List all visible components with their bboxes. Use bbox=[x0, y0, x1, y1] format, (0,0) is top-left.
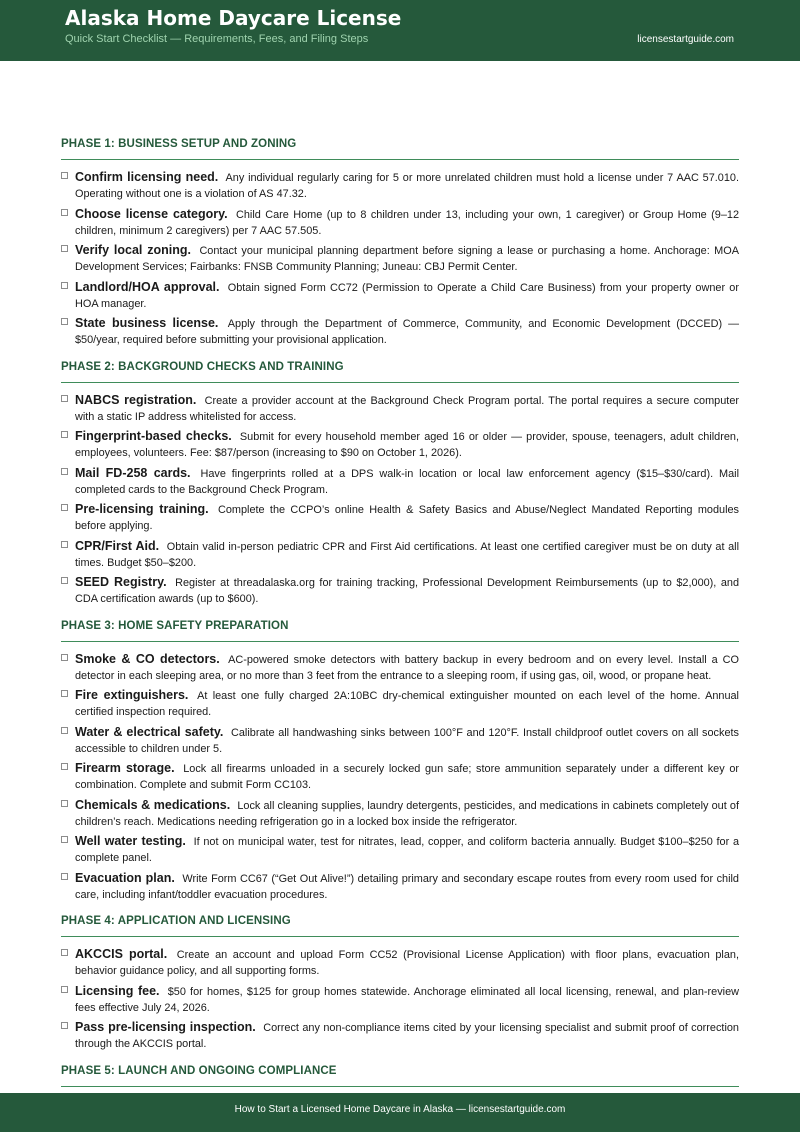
footer-text: How to Start a Licensed Home Daycare in Alaska — licensestartguide.com bbox=[234, 1104, 566, 1115]
checklist-item bbox=[61, 538, 739, 571]
checklist-item bbox=[61, 760, 739, 793]
checkbox-icon[interactable] bbox=[61, 727, 68, 734]
item-label: Firearm storage. bbox=[75, 761, 175, 775]
item-text: Create an account and upload Form CC52 (Provisional License Application) with floor plans, evacuation plan, behavior guidance policy, and all supporting forms. bbox=[75, 949, 739, 977]
checklist-item bbox=[61, 428, 739, 461]
phase-spacer bbox=[61, 352, 739, 361]
item-text: Submit for every household member aged 16 or older — provider, spouse, teenagers, adult children, employees, volunteers. Fee: $87/person (increasing to $90 on October 1, 2026). bbox=[75, 431, 739, 459]
item-text: Write Form CC67 (“Get Out Alive!”) detailing primary and secondary escape routes from every room used for child care, including infant/toddler evacuation procedures. bbox=[75, 872, 739, 901]
item-label: SEED Registry. bbox=[75, 575, 167, 589]
phase-heading: PHASE 5: LAUNCH AND ONGOING COMPLIANCE bbox=[61, 1065, 739, 1087]
checklist-item bbox=[61, 983, 739, 1016]
item-text: At least one fully charged 2A:10BC dry-chemical extinguisher mounted on each level of the home. Annual certified inspection required. bbox=[75, 690, 739, 718]
item-label: Landlord/HOA approval. bbox=[75, 279, 220, 294]
checkbox-icon[interactable] bbox=[61, 282, 68, 289]
item-text: Lock all cleaning supplies, laundry detergents, pesticides, and medications in cabinets completely out of children’s reach. Medications needing refrigeration go in a locked box inside the refrigerator. bbox=[75, 799, 739, 828]
item-text: Any individual regularly caring for 5 or more unrelated children must hold a license under 7 AAC 57.010. Operating without one is a violation of AS 47.32. bbox=[75, 172, 739, 200]
checklist-content bbox=[61, 138, 739, 1096]
phase-spacer bbox=[61, 906, 739, 915]
item-label: Choose license category. bbox=[75, 206, 228, 221]
item-label: Fingerprint-based checks. bbox=[75, 429, 232, 443]
checklist-item bbox=[61, 833, 739, 866]
item-text: Create a provider account at the Background Check Program portal. The portal requires a secure computer with a static IP address whitelisted for access. bbox=[75, 394, 739, 423]
item-text: Apply through the Department of Commerce, Community, and Economic Development (DCCED) — $50/year, required before submitting your provisional application. bbox=[75, 318, 740, 346]
phase-heading: PHASE 3: HOME SAFETY PREPARATION bbox=[61, 620, 739, 642]
checklist-item bbox=[61, 315, 739, 348]
item-text: Have fingerprints rolled at a DPS walk-in location or local law enforcement agency ($15–$30/card). Mail completed cards to the Background Check Program. bbox=[75, 467, 739, 496]
item-label: NABCS registration. bbox=[75, 392, 197, 407]
checkbox-icon[interactable] bbox=[61, 245, 68, 252]
checkbox-icon[interactable] bbox=[61, 395, 68, 402]
item-label: CPR/First Aid. bbox=[75, 538, 160, 553]
item-label: Mail FD-258 cards. bbox=[75, 465, 191, 480]
site-name: licensestartguide.com bbox=[637, 34, 734, 45]
item-label: Licensing fee. bbox=[75, 983, 160, 998]
checklist-item bbox=[61, 465, 739, 498]
item-text: AC-powered smoke detectors with battery backup in every bedroom and on every level. Install a CO detector in each sleeping area, or no more than 3 feet from the entrance to a sleeping room, if using gas, oil, wood, or propane heat. bbox=[75, 653, 740, 682]
item-text: Register at threadalaska.org for training tracking, Professional Development Reimbursements (up to $2,000), and CDA certification awards (up to $600). bbox=[75, 577, 740, 605]
item-label: Smoke & CO detectors. bbox=[75, 651, 220, 666]
header-banner bbox=[0, 0, 800, 61]
checkbox-icon[interactable] bbox=[61, 690, 68, 697]
checklist-item bbox=[61, 946, 739, 979]
item-text: Calibrate all handwashing sinks between 100°F and 120°F. Install childproof outlet covers on all sockets accessible to children under 5. bbox=[75, 726, 739, 755]
checklist-item bbox=[61, 242, 739, 275]
footer-banner bbox=[0, 1093, 800, 1132]
checkbox-icon[interactable] bbox=[61, 541, 68, 548]
checklist-item bbox=[61, 870, 739, 903]
checkbox-icon[interactable] bbox=[61, 468, 68, 475]
item-text: Child Care Home (up to 8 children under 13, including your own, 1 caregiver) or Group Home (9–12 children, minimum 2 caregivers) per 7 AAC 57.505. bbox=[75, 208, 739, 237]
checklist-item bbox=[61, 724, 739, 757]
checkbox-icon[interactable] bbox=[61, 654, 68, 661]
checklist-item bbox=[61, 501, 739, 534]
phase-heading: PHASE 2: BACKGROUND CHECKS AND TRAINING bbox=[61, 361, 739, 383]
phase-spacer bbox=[61, 611, 739, 620]
checklist-item bbox=[61, 279, 739, 312]
item-label: Well water testing. bbox=[75, 834, 186, 848]
checkbox-icon[interactable] bbox=[61, 172, 68, 179]
phase-spacer bbox=[61, 1056, 739, 1065]
checklist-item bbox=[61, 169, 739, 202]
checkbox-icon[interactable] bbox=[61, 1022, 68, 1029]
item-text: Complete the CCPO’s online Health & Safety Basics and Abuse/Neglect Mandated Reporting modules before applying. bbox=[75, 504, 740, 532]
item-text: Contact your municipal planning department before signing a lease or purchasing a home. Anchorage: MOA Development Services; Fairbanks: FNSB Community Planning; Juneau: CBJ Permit Center. bbox=[75, 245, 739, 273]
checkbox-icon[interactable] bbox=[61, 431, 68, 438]
page-subtitle: Quick Start Checklist — Requirements, Fees, and Filing Steps bbox=[65, 33, 369, 45]
checkbox-icon[interactable] bbox=[61, 763, 68, 770]
item-label: Water & electrical safety. bbox=[75, 724, 224, 739]
item-label: Chemicals & medications. bbox=[75, 797, 231, 812]
checkbox-icon[interactable] bbox=[61, 800, 68, 807]
item-label: State business license. bbox=[75, 316, 219, 330]
item-text: $50 for homes, $125 for group homes statewide. Anchorage eliminated all local licensing, renewal, and plan-review fees effective July 24, 2026. bbox=[75, 985, 739, 1014]
checkbox-icon[interactable] bbox=[61, 318, 68, 325]
item-label: Confirm licensing need. bbox=[75, 170, 219, 184]
item-label: Evacuation plan. bbox=[75, 870, 175, 885]
checkbox-icon[interactable] bbox=[61, 577, 68, 584]
item-label: Fire extinguishers. bbox=[75, 688, 189, 702]
phase-heading: PHASE 1: BUSINESS SETUP AND ZONING bbox=[61, 138, 739, 160]
checkbox-icon[interactable] bbox=[61, 504, 68, 511]
checklist-item bbox=[61, 1019, 739, 1052]
item-text: Correct any non-compliance items cited by your licensing specialist and submit proof of correction through the AKCCIS portal. bbox=[75, 1022, 739, 1050]
item-label: Verify local zoning. bbox=[75, 243, 192, 257]
checklist-item bbox=[61, 797, 739, 830]
item-label: AKCCIS portal. bbox=[75, 947, 168, 961]
checkbox-icon[interactable] bbox=[61, 873, 68, 880]
item-label: Pass pre-licensing inspection. bbox=[75, 1020, 256, 1034]
item-label: Pre-licensing training. bbox=[75, 502, 209, 516]
checkbox-icon[interactable] bbox=[61, 949, 68, 956]
phase-heading: PHASE 4: APPLICATION AND LICENSING bbox=[61, 915, 739, 937]
checkbox-icon[interactable] bbox=[61, 836, 68, 843]
checklist-item bbox=[61, 392, 739, 425]
page-title: Alaska Home Daycare License bbox=[65, 6, 402, 30]
item-text: Lock all firearms unloaded in a securely locked gun safe; store ammunition separately under a different key or combination. Complete and submit Form CC103. bbox=[75, 763, 740, 791]
checklist-item bbox=[61, 574, 739, 607]
checkbox-icon[interactable] bbox=[61, 986, 68, 993]
checklist-item bbox=[61, 206, 739, 239]
item-text: Obtain valid in-person pediatric CPR and First Aid certifications. At least one certified caregiver must be on duty at all times. Budget $50–$200. bbox=[75, 540, 739, 569]
checklist-item bbox=[61, 651, 739, 684]
item-text: Obtain signed Form CC72 (Permission to Operate a Child Care Business) from your property owner or HOA manager. bbox=[75, 281, 739, 310]
checkbox-icon[interactable] bbox=[61, 209, 68, 216]
item-text: If not on municipal water, test for nitrates, lead, copper, and coliform bacteria annually. Budget $100–$250 for a complete panel. bbox=[75, 836, 740, 864]
checklist-item bbox=[61, 687, 739, 720]
